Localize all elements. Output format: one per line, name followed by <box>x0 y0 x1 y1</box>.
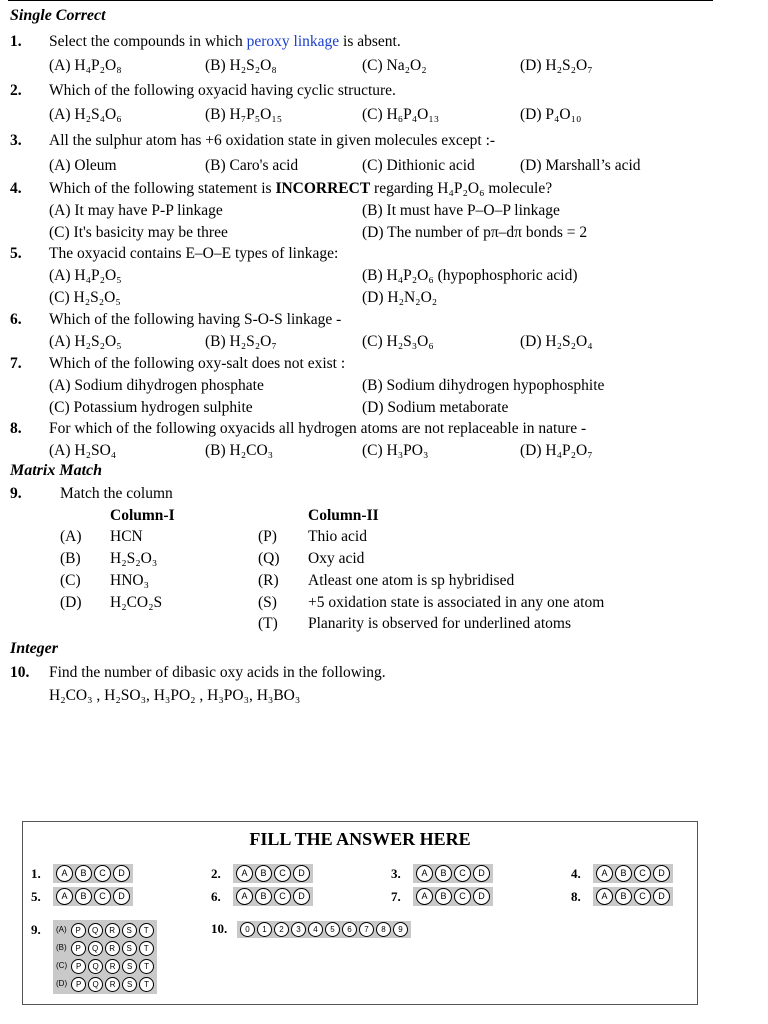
answer-bubble[interactable]: C <box>274 865 291 882</box>
answer-bubble[interactable]: 0 <box>240 922 255 937</box>
answer-bubble[interactable]: A <box>236 888 253 905</box>
q9-number: 9. <box>10 485 22 502</box>
answer-bubble[interactable]: C <box>634 865 651 882</box>
answer-bubble[interactable]: 6 <box>342 922 357 937</box>
matrix-answer-row <box>31 920 157 940</box>
q6-text: Which of the following having S-O-S linkage - <box>49 311 342 328</box>
answer-bubble[interactable]: B <box>75 865 92 882</box>
matrix-answer-row <box>31 938 157 958</box>
q1-text <box>49 33 401 51</box>
q3-text: All the sulphur atom has +6 oxidation state in given molecules except :- <box>49 132 496 149</box>
q4-option-a: (A) It may have P-P linkage <box>49 202 223 219</box>
q2-option-d: (D) P₄O₁₀ <box>520 106 582 123</box>
answer-bubble[interactable]: B <box>75 888 92 905</box>
q3-option-b: (B) Caro's acid <box>205 157 299 174</box>
answer-bubble[interactable]: C <box>94 865 111 882</box>
q4-option-c: (C) It's basicity may be three <box>49 224 228 241</box>
q7-option-d: (D) Sodium metaborate <box>362 399 509 416</box>
answer-bubble[interactable]: 4 <box>308 922 323 937</box>
q2-option-a: (A) H₂S₄O₆ <box>49 106 122 123</box>
answer-bubble[interactable]: C <box>94 888 111 905</box>
q1-highlight: peroxy linkage <box>246 33 340 50</box>
col2-value: +5 oxidation state is associated in any one atom <box>308 594 605 611</box>
matrix-answer-row <box>31 956 157 976</box>
answer-bubble[interactable]: D <box>473 888 490 905</box>
col2-value: Thio acid <box>308 528 367 545</box>
answer-sheet <box>22 821 698 1005</box>
section-single-correct: Single Correct <box>10 7 106 24</box>
section-matrix-match: Matrix Match <box>10 462 103 479</box>
answer-bubble[interactable]: 5 <box>325 922 340 937</box>
answer-bubble[interactable]: S <box>122 941 137 956</box>
answer-bubble[interactable]: A <box>56 888 73 905</box>
q1-text-post: is absent. <box>339 33 401 50</box>
answer-bubble[interactable]: D <box>473 865 490 882</box>
q5-text: The oxyacid contains E–O–E types of linkage: <box>49 245 339 262</box>
bubble-group <box>233 887 313 906</box>
bubble-group <box>53 974 157 994</box>
answer-row <box>571 887 673 906</box>
q10-formula: H₂CO₃ , H₂SO₃, H₃PO₂ , H₃PO₃, H₃BO₃ <box>49 687 301 704</box>
answer-bubble[interactable]: B <box>255 865 272 882</box>
answer-bubble[interactable]: S <box>122 923 137 938</box>
q3-number: 3. <box>10 132 22 149</box>
q4-option-b: (B) It must have P–O–P linkage <box>362 202 560 219</box>
answer-bubble[interactable]: D <box>113 888 130 905</box>
q1-number: 1. <box>10 33 22 50</box>
answer-bubble[interactable]: P <box>71 977 86 992</box>
answer-bubble[interactable]: C <box>274 888 291 905</box>
col2-tag: (R) <box>258 572 279 589</box>
bubble-group <box>593 887 673 906</box>
q10-text: Find the number of dibasic oxy acids in the following. <box>49 664 386 681</box>
answer-bubble[interactable]: 8 <box>376 922 391 937</box>
answer-bubble[interactable]: R <box>105 923 120 938</box>
answer-bubble[interactable]: C <box>634 888 651 905</box>
answer-row-label: 3. <box>391 865 401 881</box>
answer-bubble[interactable]: 1 <box>257 922 272 937</box>
q10-number: 10. <box>10 664 30 681</box>
answer-bubble[interactable]: D <box>293 865 310 882</box>
answer-bubble[interactable]: A <box>416 865 433 882</box>
q8-option-b: (B) H₂CO₃ <box>205 442 274 459</box>
q3-option-a: (A) Oleum <box>49 157 117 174</box>
column-1-heading: Column-I <box>110 507 175 524</box>
answer-row-label: 7. <box>391 888 401 904</box>
col2-tag: (S) <box>258 594 277 611</box>
col1-tag: (A) <box>60 528 82 545</box>
answer-bubble[interactable]: 9 <box>393 922 408 937</box>
answer-bubble[interactable]: B <box>615 888 632 905</box>
bubble-group <box>53 938 157 958</box>
q3-option-d: (D) Marshall’s acid <box>520 157 641 174</box>
answer-bubble[interactable]: Q <box>88 923 103 938</box>
q7-option-b: (B) Sodium dihydrogen hypophosphite <box>362 377 605 394</box>
answer-row-label: 6. <box>211 888 221 904</box>
bubble-group <box>53 864 133 883</box>
answer-bubble[interactable]: T <box>139 941 154 956</box>
q5-option-c: (C) H₂S₂O₅ <box>49 289 121 306</box>
q6-option-c: (C) H₂S₃O₆ <box>362 333 434 350</box>
bubble-group <box>413 864 493 883</box>
q7-text: Which of the following oxy-salt does not exist : <box>49 355 346 372</box>
answer-bubble[interactable]: P <box>71 941 86 956</box>
q7-option-a: (A) Sodium dihydrogen phosphate <box>49 377 264 394</box>
col2-tag: (Q) <box>258 550 280 567</box>
answer-bubble[interactable]: C <box>454 888 471 905</box>
answer-bubble[interactable]: D <box>653 888 670 905</box>
col2-value: Atleast one atom is sp hybridised <box>308 572 515 589</box>
q1-option-a: (A) H₄P₂O₈ <box>49 57 122 74</box>
q5-option-a: (A) H₄P₂O₅ <box>49 267 122 284</box>
answer-row <box>211 887 313 906</box>
q7-number: 7. <box>10 355 22 372</box>
q4-text <box>49 180 552 198</box>
answer-bubble[interactable]: 7 <box>359 922 374 937</box>
answer-bubble[interactable]: B <box>435 888 452 905</box>
q8-option-d: (D) H₄P₂O₇ <box>520 442 593 459</box>
answer-row-label: 5. <box>31 888 41 904</box>
answer-bubble[interactable]: B <box>615 865 632 882</box>
q1-option-b: (B) H₂S₂O₈ <box>205 57 277 74</box>
q9-text: Match the column <box>60 485 173 502</box>
answer-row <box>391 887 493 906</box>
answer-bubble[interactable]: S <box>122 977 137 992</box>
answer-row-label: 8. <box>571 888 581 904</box>
col2-value: Oxy acid <box>308 550 365 567</box>
answer-bubble[interactable]: T <box>139 977 154 992</box>
col1-value: H₂S₂O₃ <box>110 550 158 567</box>
col1-tag: (D) <box>60 594 82 611</box>
column-2-heading: Column-II <box>308 507 379 524</box>
answer-bubble[interactable]: A <box>236 865 253 882</box>
answer-bubble[interactable]: A <box>596 888 613 905</box>
answer-bubble[interactable]: R <box>105 977 120 992</box>
answer-bubble[interactable]: A <box>596 865 613 882</box>
section-integer: Integer <box>10 640 58 657</box>
q5-option-b: (B) H₄P₂O₆ (hypophosphoric acid) <box>362 267 578 284</box>
answer-bubble[interactable]: Q <box>88 977 103 992</box>
answer-bubble[interactable]: P <box>71 959 86 974</box>
q4-option-d: (D) The number of pπ–dπ bonds = 2 <box>362 224 588 241</box>
answer-row <box>31 864 133 883</box>
answer-bubble[interactable]: Q <box>88 959 103 974</box>
col2-tag: (T) <box>258 615 278 632</box>
q8-text: For which of the following oxyacids all hydrogen atoms are not replaceable in nature - <box>49 420 587 437</box>
answer-bubble[interactable]: D <box>113 865 130 882</box>
bubble-group <box>53 956 157 976</box>
bubble-group <box>53 920 157 940</box>
matrix-row-tag: (B) <box>56 943 67 952</box>
answer-bubble[interactable]: T <box>139 923 154 938</box>
answer-bubble[interactable]: T <box>139 959 154 974</box>
q4-text-post: regarding H₄P₂O₆ molecule? <box>370 180 553 197</box>
answer-row-label: 2. <box>211 865 221 881</box>
answer-bubble[interactable]: C <box>454 865 471 882</box>
q1-option-d: (D) H₂S₂O₇ <box>520 57 593 74</box>
answer-row-label: 9. <box>31 922 41 937</box>
answer-bubble[interactable]: D <box>293 888 310 905</box>
q2-option-c: (C) H₆P₄O₁₃ <box>362 106 440 123</box>
col1-tag: (B) <box>60 550 81 567</box>
col2-tag: (P) <box>258 528 277 545</box>
answer-row-label: 10. <box>211 921 228 936</box>
bubble-group <box>237 921 411 938</box>
matrix-row-tag: (D) <box>56 979 68 988</box>
answer-bubble[interactable]: 3 <box>291 922 306 937</box>
q2-number: 2. <box>10 82 22 99</box>
top-rule <box>8 0 713 1</box>
bubble-group <box>233 864 313 883</box>
col2-value: Planarity is observed for underlined atoms <box>308 615 572 632</box>
answer-bubble[interactable]: A <box>416 888 433 905</box>
bubble-group <box>53 887 133 906</box>
answer-bubble[interactable]: B <box>435 865 452 882</box>
answer-bubble[interactable]: S <box>122 959 137 974</box>
q5-number: 5. <box>10 245 22 262</box>
col1-value: HCN <box>110 528 143 545</box>
answer-row <box>211 920 411 938</box>
q6-option-a: (A) H₂S₂O₅ <box>49 333 122 350</box>
col1-value: H₂CO₂S <box>110 594 163 611</box>
answer-bubble[interactable]: P <box>71 923 86 938</box>
answer-row <box>31 887 133 906</box>
answer-row-label: 4. <box>571 865 581 881</box>
answer-bubble[interactable]: B <box>255 888 272 905</box>
q6-option-d: (D) H₂S₂O₄ <box>520 333 593 350</box>
bubble-group <box>413 887 493 906</box>
q8-number: 8. <box>10 420 22 437</box>
q7-option-c: (C) Potassium hydrogen sulphite <box>49 399 253 416</box>
q8-option-c: (C) H₃PO₃ <box>362 442 429 459</box>
q4-text-pre: Which of the following statement is <box>49 180 276 197</box>
matrix-answer-row <box>31 974 157 994</box>
col1-tag: (C) <box>60 572 81 589</box>
q5-option-d: (D) H₂N₂O₂ <box>362 289 438 306</box>
answer-row <box>571 864 673 883</box>
answer-bubble[interactable]: D <box>653 865 670 882</box>
q2-text: Which of the following oxyacid having cyclic structure. <box>49 82 396 99</box>
q1-option-c: (C) Na₂O₂ <box>362 57 427 74</box>
q1-text-pre: Select the compounds in which <box>49 33 247 50</box>
q6-option-b: (B) H₂S₂O₇ <box>205 333 277 350</box>
answer-bubble[interactable]: Q <box>88 941 103 956</box>
matrix-row-tag: (C) <box>56 961 68 970</box>
q6-number: 6. <box>10 311 22 328</box>
answer-bubble[interactable]: R <box>105 941 120 956</box>
q4-text-bold: INCORRECT <box>275 180 371 197</box>
answer-bubble[interactable]: A <box>56 865 73 882</box>
bubble-group <box>593 864 673 883</box>
q8-option-a: (A) H₂SO₄ <box>49 442 117 459</box>
answer-sheet-title: FILL THE ANSWER HERE <box>249 829 471 849</box>
q4-number: 4. <box>10 180 22 197</box>
q3-option-c: (C) Dithionic acid <box>362 157 475 174</box>
answer-row <box>391 864 493 883</box>
q2-option-b: (B) H₇P₅O₁₅ <box>205 106 283 123</box>
answer-bubble[interactable]: 2 <box>274 922 289 937</box>
answer-row-label: 1. <box>31 865 41 881</box>
matrix-row-tag: (A) <box>56 925 67 934</box>
col1-value: HNO₃ <box>110 572 149 589</box>
answer-row <box>211 864 313 883</box>
answer-bubble[interactable]: R <box>105 959 120 974</box>
